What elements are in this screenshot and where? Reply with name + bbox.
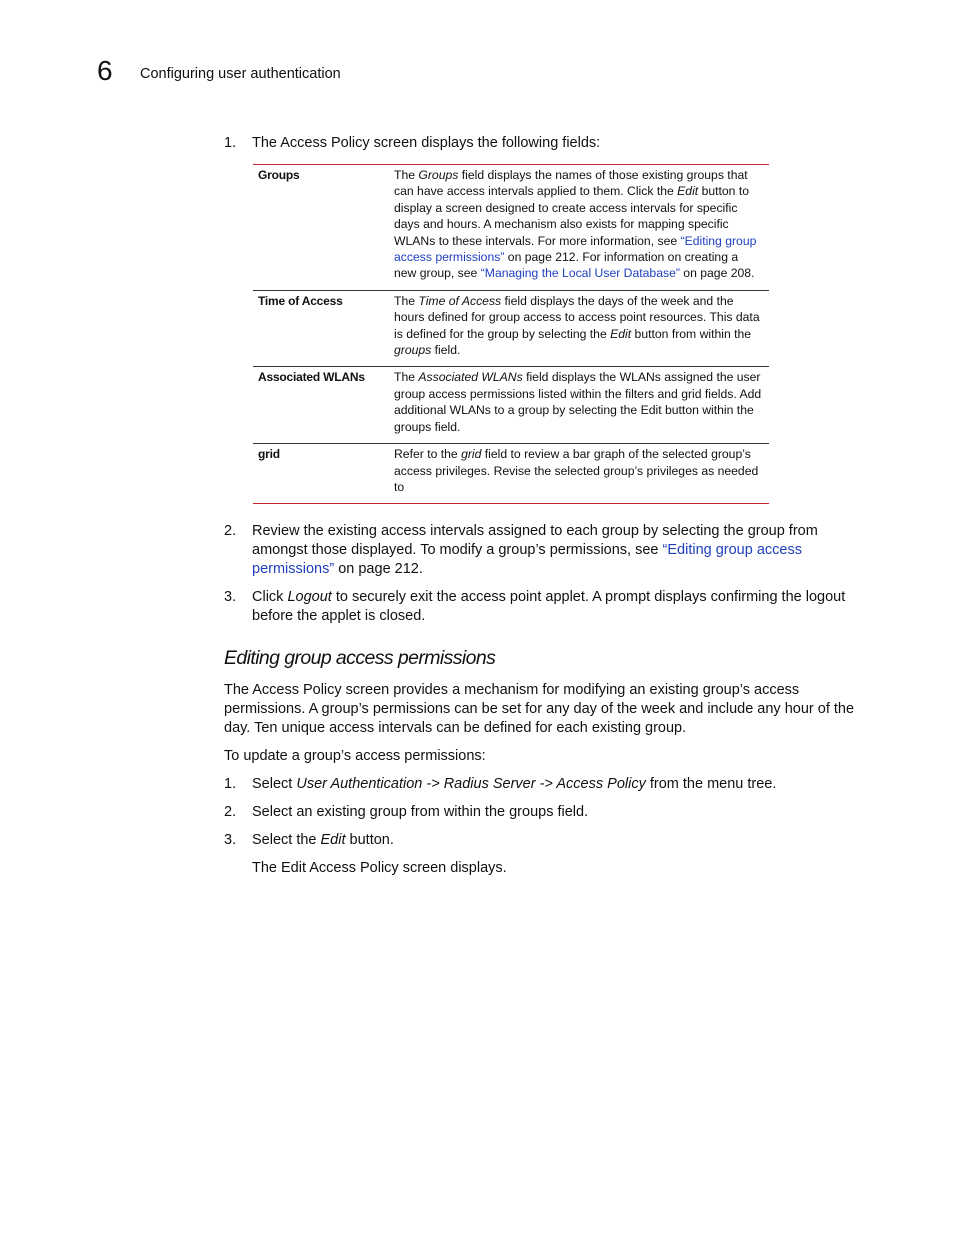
step-number: 3. xyxy=(224,589,237,606)
field-name: Associated WLANs xyxy=(258,370,365,385)
field-name: grid xyxy=(258,447,280,462)
fields-table xyxy=(253,164,769,504)
step-number: 1. xyxy=(224,776,237,793)
step-number: 2. xyxy=(224,804,237,821)
field-description: The Groups field displays the names of those existing groups that can have access intervals applied to them. Click the Edit button to display a screen designed to create access intervals for specific days and hours. A mechanism also exists for mapping specific WLANs to these intervals. For more information, see “Editing group access permissions” on page 212. For information on creating a new group, see “Managing the Local User Database” on page 208. xyxy=(394,168,757,281)
step-3: 3. Click Logout to securely exit the access point applet. A prompt displays confirming the logout before the applet is closed. xyxy=(224,589,846,625)
section-lead: To update a group’s access permissions: xyxy=(224,748,486,765)
field-name: Groups xyxy=(258,168,300,182)
chapter-title: Configuring user authentication xyxy=(140,66,341,82)
link-editing-group-access[interactable]: “Editing group access permissions” xyxy=(394,233,757,265)
table-row xyxy=(253,165,769,291)
section-step-1: 1. Select User Authentication -> Radius Server -> Access Policy from the menu tree. xyxy=(224,776,777,793)
step-number: 3. xyxy=(224,832,237,849)
table-row xyxy=(253,367,769,444)
step-number: 1. xyxy=(224,135,237,151)
link-editing-group-access-2[interactable]: “Editing group access permissions” xyxy=(252,542,802,578)
step-text: The Access Policy screen displays the following fields: xyxy=(252,135,601,151)
field-description: Refer to the grid field to review a bar graph of the selected group’s access privileges. Revise the selected group’s privileges as needed to xyxy=(394,447,759,494)
section-heading: Editing group access permissions xyxy=(224,647,496,670)
section-result: The Edit Access Policy screen displays. xyxy=(252,860,507,877)
section-intro: The Access Policy screen provides a mechanism for modifying an existing group’s access permissions. A group’s permissions can be set for any day of the week and include any hour of the day. Ten unique access intervals can be defined for each existing group. xyxy=(224,682,855,737)
section-step-2: 2. Select an existing group from within the groups field. xyxy=(224,804,589,821)
step-2: 2. Review the existing access intervals assigned to each group by selecting the group from amongst those displayed. To modify a group’s permissions, see “Editing group access permissions” on page 212. xyxy=(224,523,818,578)
field-name: Time of Access xyxy=(258,293,343,308)
main-content xyxy=(224,134,869,878)
chapter-number: 6 xyxy=(97,55,113,86)
field-description: The Time of Access field displays the days of the week and the hours defined for group access to access point resources. This data is defined for the group by selecting the Edit button from within the groups field. xyxy=(394,293,760,358)
field-description: The Associated WLANs field displays the WLANs assigned the user group access permissions listed within the filters and grid fields. Add additional WLANs to a group by selecting the Edit button within the groups field. xyxy=(394,370,762,434)
table-row xyxy=(253,444,769,504)
step-1 xyxy=(224,134,869,153)
step-number: 2. xyxy=(224,523,237,540)
table-row xyxy=(253,290,769,367)
section-step-3: 3. Select the Edit button. xyxy=(224,832,394,849)
link-managing-local-user-db[interactable]: “Managing the Local User Database” xyxy=(480,266,680,281)
